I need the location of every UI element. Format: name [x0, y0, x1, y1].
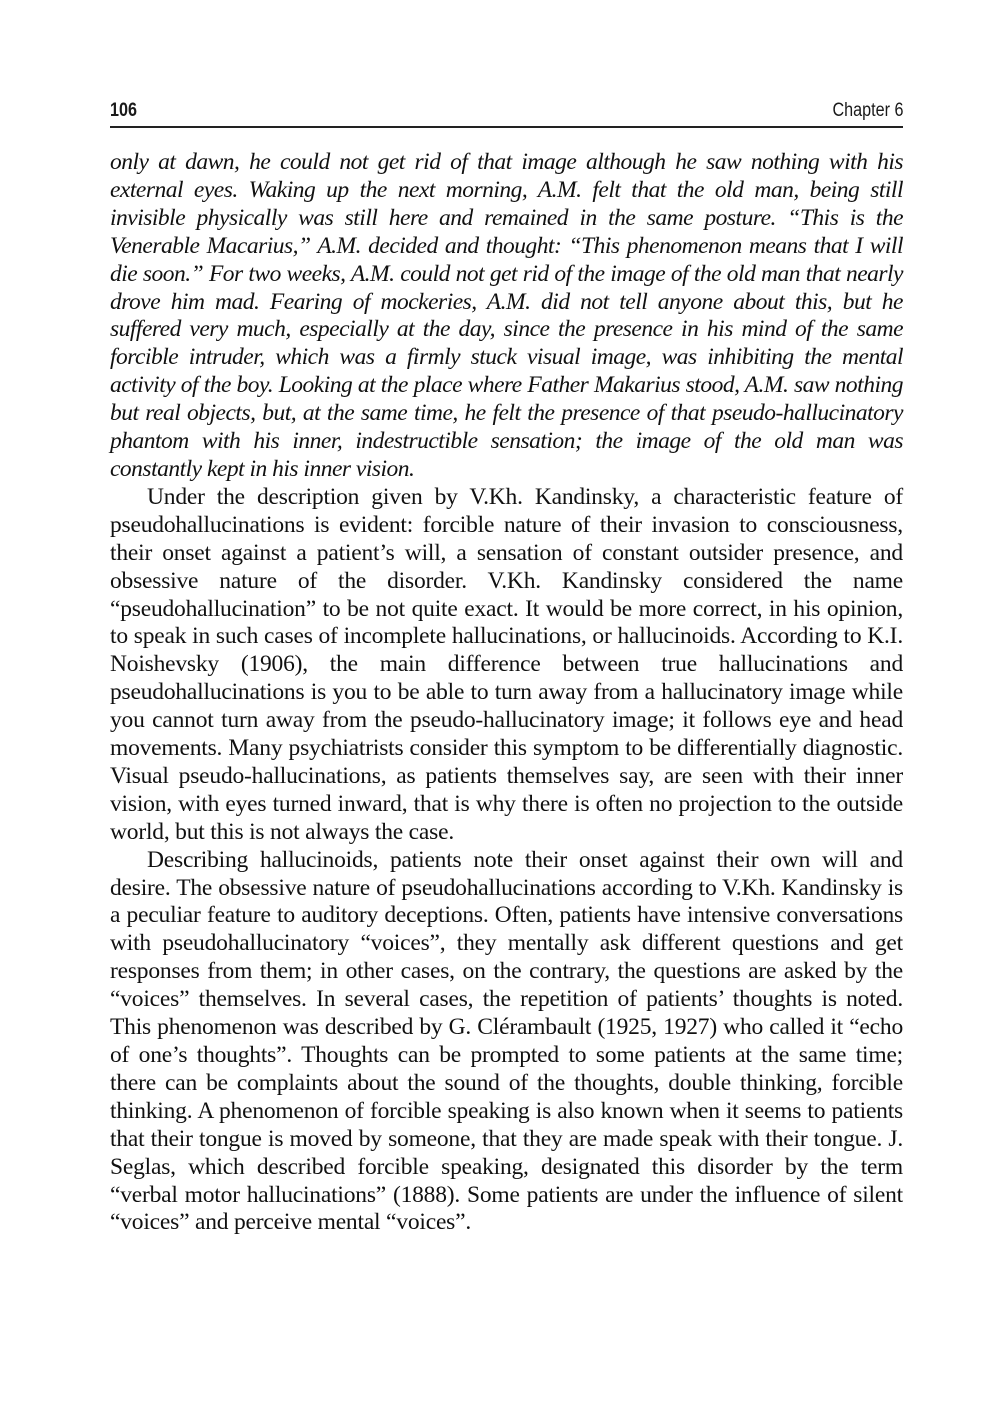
hallucinoids-paragraph: Describing hallucinoids, patients note their onset against their own will and desire. The obsessive nature of pseudohallucinations according to V.Kh. Kandinsky is a peculiar feature to auditory deceptions. Often, patients have intensive conversations with pseudohallucinatory “voices”, they mentally ask different questions and get responses from them; in other cases, on the contrary, the questions are asked by the “voices” themselves. In several cases, the repetition of patients’ thoughts is noted. This phenomenon was described by G. Clérambault (1925, 1927) who called it “echo of one’s thoughts”. Thoughts can be prompted to some patients at the same time; there can be complaints about the sound of the thoughts, double thinking, forcible thinking. A phenomenon of forcible speaking is also known when it seems to patients that their tongue is moved by someone, that they are made speak with their tongue. J. Seglas, which described forcible speaking, designated this disorder by the term “verbal motor hallucinations” (1888). Some patients are under the influence of silent “voices” and perceive mental “voices”.	[110, 846, 903, 1236]
case-description-paragraph: only at dawn, he could not get rid of that image although he saw nothing with his external eyes. Waking up the next morning, A.M. felt that the old man, being still invisible physically was still here and remained in the same posture. “This is the Venerable Macarius,” A.M. decided and thought: “This phenomenon means that I will die soon.” For two weeks, A.M. could not get rid of the image of the old man that nearly drove him mad. Fearing of mockeries, A.M. did not tell anyone about this, but he suffered very much, especially at the day, since the presence in his mind of the same forcible intruder, which was a firmly stuck visual image, was inhibiting the mental activity of the boy. Looking at the place where Father Makarius stood, A.M. saw nothing but real objects, but, at the same time, he felt the presence of that pseudo-hallucinatory phantom with his inner, indestructible sensation; the image of the old man was constantly kept in his inner vision.	[110, 149, 903, 482]
body-text	[110, 149, 903, 1237]
page-number: 106	[110, 100, 137, 121]
header-divider	[110, 126, 903, 128]
kandinsky-paragraph: Under the description given by V.Kh. Kandinsky, a characteristic feature of pseudohallucinations is evident: forcible nature of their invasion to consciousness, their onset against a patient’s will, a sensation of constant outsider presence, and obsessive nature of the disorder. V.Kh. Kandinsky considered the name “pseudohallucination” to be not quite exact. It would be more correct, in his opinion, to speak in such cases of incomplete hallucinations, or hallucinoids. According to K.I. Noishevsky (1906), the main difference between true hallucinations and pseudohallucinations is you to be able to turn away from a hallucinatory image while you cannot turn away from the pseudo-hallucinatory image; it follows eye and head movements. Many psychiatrists consider this symptom to be differentially diagnostic. Visual pseudo-hallucinations, as patients themselves say, are seen with their inner vision, with eyes turned inward, that is why there is often no projection to the outside world, but this is not always the case.	[110, 483, 903, 845]
chapter-title: Chapter 6	[832, 100, 903, 121]
running-header	[110, 98, 903, 126]
